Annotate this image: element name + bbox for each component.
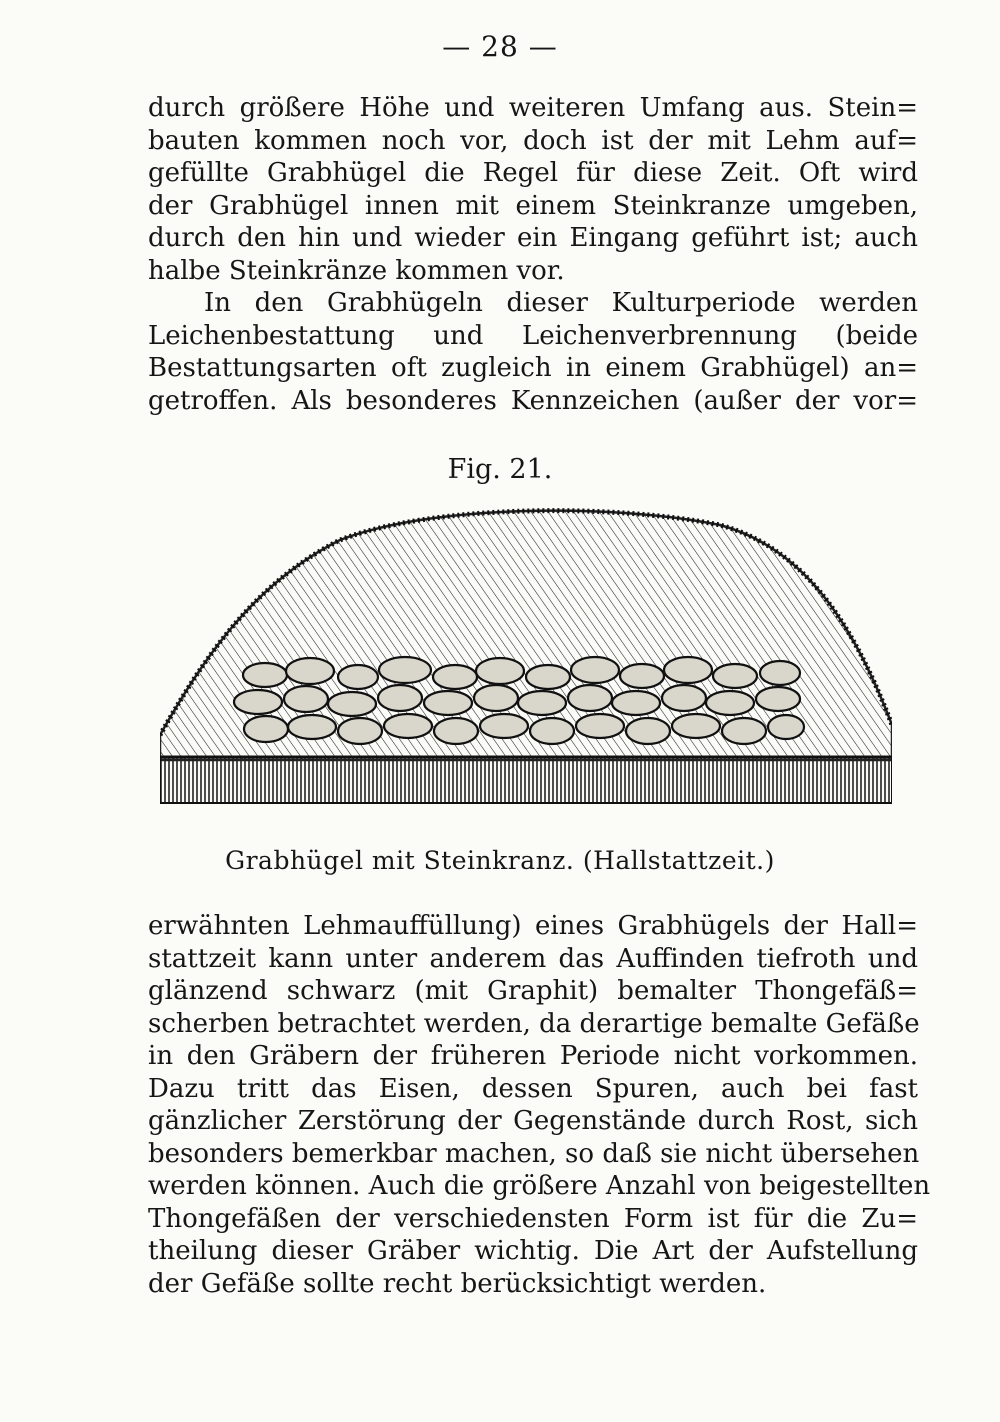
text-line: Bestattungsarten oft zugleich in einem Grabhügel) an= bbox=[148, 353, 918, 383]
ground-strip bbox=[160, 757, 892, 803]
text-line: erwähnten Lehmauffüllung) eines Grabhügels der Hall= bbox=[148, 911, 918, 941]
burial-mound-illustration bbox=[160, 495, 892, 807]
text-line: durch größere Höhe und weiteren Umfang aus. Stein= bbox=[148, 93, 918, 123]
stone-ring bbox=[234, 657, 804, 744]
text-line: Leichenbestattung und Leichenverbrennung (beide bbox=[148, 320, 918, 351]
text-line: scherben betrachtet werden, da derartige bemalte Gefäße bbox=[148, 1008, 920, 1039]
text-line: halbe Steinkränze kommen vor. bbox=[148, 255, 565, 286]
text-line: der Gefäße sollte recht berücksichtigt werden. bbox=[148, 1268, 767, 1299]
text-line: theilung dieser Gräber wichtig. Die Art der Aufstellung bbox=[148, 1236, 918, 1266]
text-line: gänzlicher Zerstörung der Gegenstände durch Rost, sich bbox=[148, 1106, 918, 1136]
paragraph-top bbox=[148, 92, 918, 417]
figure-label: Fig. 21. bbox=[447, 454, 553, 485]
text-line: bauten kommen noch vor, doch ist der mit Lehm auf= bbox=[148, 125, 918, 156]
text-line: der Grabhügel innen mit einem Steinkranze umgeben, bbox=[148, 190, 918, 221]
text-line: stattzeit kann unter anderem das Auffinden tiefroth und bbox=[148, 943, 918, 974]
text-line: in den Gräbern der früheren Periode nicht vorkommen. bbox=[148, 1041, 918, 1071]
text-line: In den Grabhügeln dieser Kulturperiode werden bbox=[204, 288, 918, 318]
text-line: glänzend schwarz (mit Graphit) bemalter Thongefäß= bbox=[148, 976, 918, 1006]
text-line: Thongefäßen der verschiedensten Form ist für die Zu= bbox=[148, 1203, 918, 1234]
text-line: werden können. Auch die größere Anzahl von beigestellten bbox=[148, 1171, 931, 1201]
text-line: besonders bemerkbar machen, so daß sie nicht übersehen bbox=[148, 1138, 920, 1169]
text-line: durch den hin und wieder ein Eingang geführt ist; auch bbox=[148, 223, 918, 253]
text-line: Dazu tritt das Eisen, dessen Spuren, auch bei fast bbox=[148, 1073, 918, 1104]
text-line: gefüllte Grabhügel die Regel für diese Zeit. Oft wird bbox=[148, 158, 918, 188]
text-line: getroffen. Als besonderes Kennzeichen (außer der vor= bbox=[148, 385, 918, 416]
page-number: — 28 — bbox=[442, 30, 558, 63]
figure-caption: Grabhügel mit Steinkranz. (Hallstattzeit.) bbox=[225, 846, 775, 875]
paragraph-bottom bbox=[148, 910, 931, 1300]
